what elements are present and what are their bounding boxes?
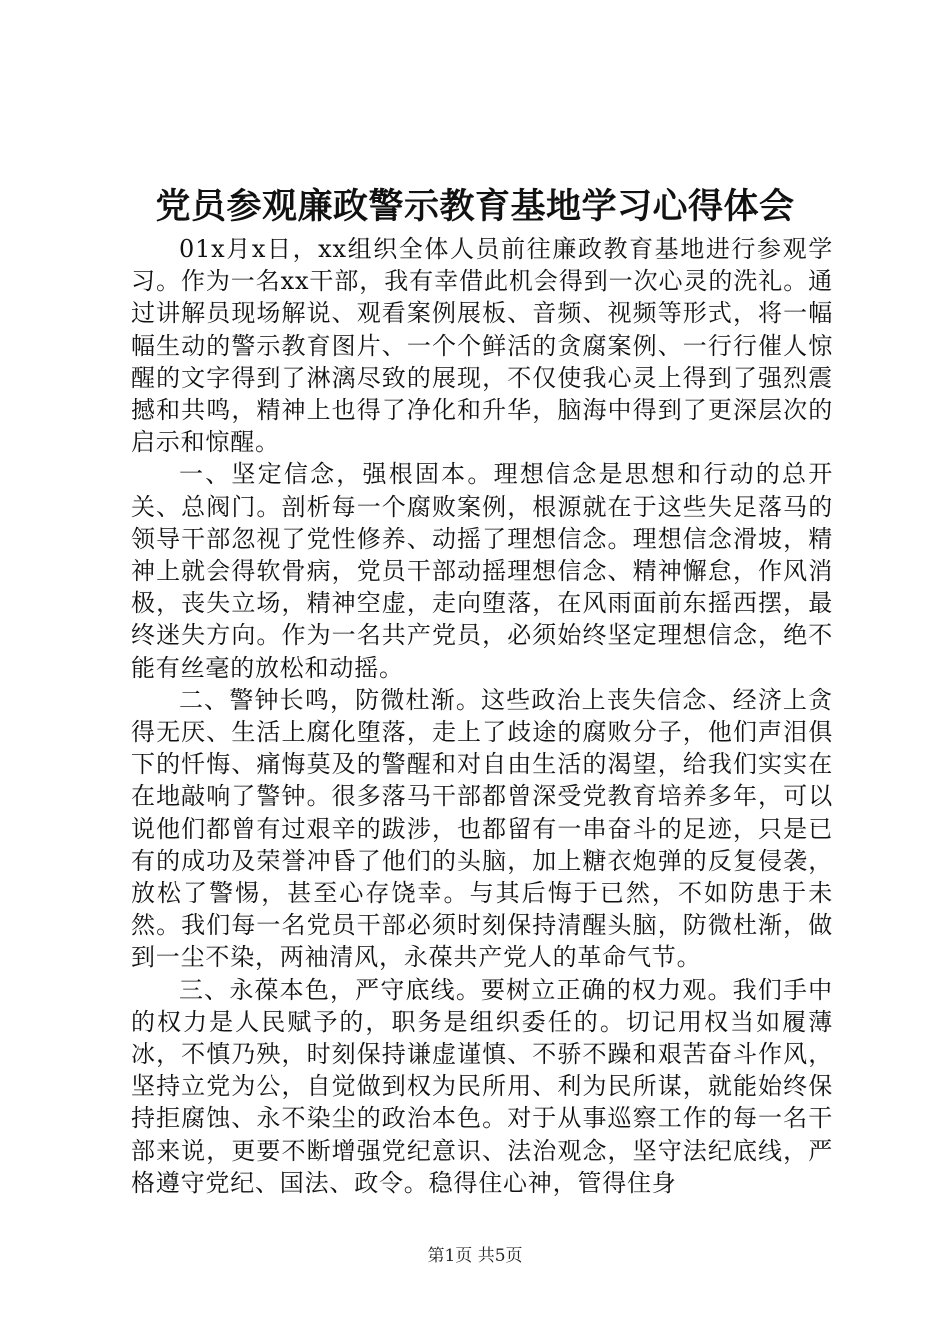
paragraph-section-2: 二、警钟长鸣，防微杜渐。这些政治上丧失信念、经济上贪得无厌、生活上腐化堕落，走上了歧途的腐败分子，他们声泪俱下的忏悔、痛悔莫及的警醒和对自由生活的渴望，给我们实实在在地敲响了警钟。很多落马干部都曾深受党教育培养多年，可以说他们都曾有过艰辛的跋涉，也都留有一串奋斗的足迹，只是已有的成功及荣誉冲昏了他们的头脑，加上糖衣炮弹的反复侵袭，放松了警惕，甚至心存饶幸。与其后悔于已然，不如防患于未然。我们每一名党员干部必须时刻保持清醒头脑，防微杜渐，做到一尘不染，两袖清风，永葆共产党人的革命气节。 <box>131 685 833 972</box>
page-number-footer: 第1页 共5页 <box>427 1246 523 1266</box>
paragraph-intro: 01x月x日，xx组织全体人员前往廉政教育基地进行参观学习。作为一名xx干部，我有幸借此机会得到一次心灵的洗礼。通过讲解员现场解说、观看案例展板、音频、视频等形式，将一幅幅生动的警示教育图片、一个个鲜活的贪腐案例、一行行催人惊醒的文字得到了淋漓尽致的展现，不仅使我心灵上得到了强烈震撼和共鸣，精神上也得了净化和升华，脑海中得到了更深层次的启示和惊醒。 <box>131 235 833 457</box>
paragraph-section-1: 一、坚定信念，强根固本。理想信念是思想和行动的总开关、总阀门。剖析每一个腐败案例，根源就在于这些失足落马的领导干部忽视了党性修养、动摇了理想信念。理想信念滑坡，精神上就会得软骨病，党员干部动摇理想信念、精神懈怠，作风消极，丧失立场，精神空虚，走向堕落，在风雨面前东摇西摆，最终迷失方向。作为一名共产党员，必须始终坚定理想信念，绝不能有丝毫的放松和动摇。 <box>131 460 833 682</box>
document-title: 党员参观廉政警示教育基地学习心得体会 <box>155 186 795 227</box>
document-body <box>131 233 833 1199</box>
paragraph-section-3: 三、永葆本色，严守底线。要树立正确的权力观。我们手中的权力是人民赋予的，职务是组织委任的。切记用权当如履薄冰，不慎乃殃，时刻保持谦虚谨慎、不骄不躁和艰苦奋斗作风，坚持立党为公，自觉做到权为民所用、利为民所谋，就能始终保持拒腐蚀、永不染尘的政治本色。对于从事巡察工作的每一名干部来说，更要不断增强党纪意识、法治观念，坚守法纪底线，严格遵守党纪、国法、政令。稳得住心神，管得住身 <box>131 975 833 1197</box>
